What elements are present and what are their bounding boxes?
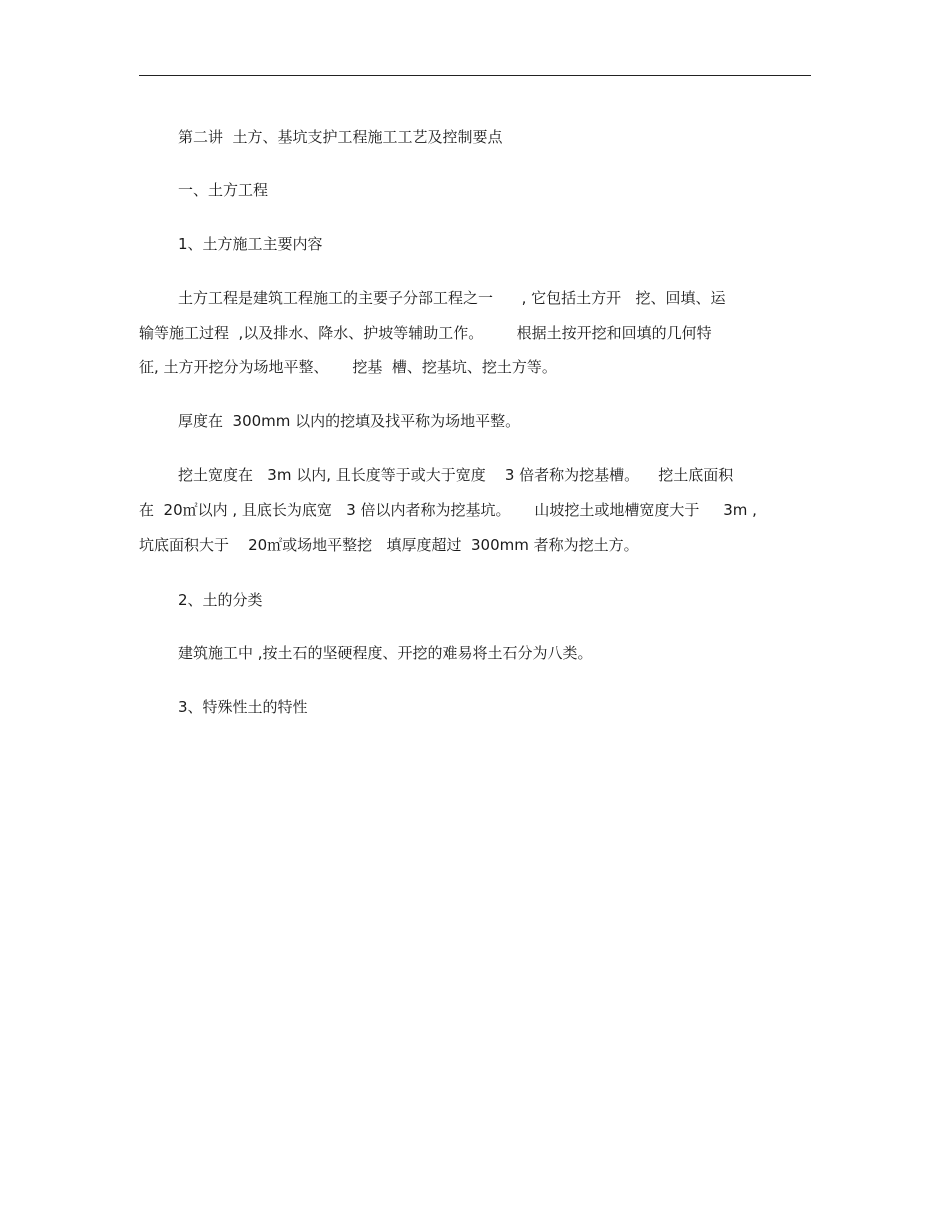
paragraph: 建筑施工中 ,按土石的坚硬程度、开挖的难易将土石分为八类。 (178, 644, 593, 662)
paragraph-line: 输等施工过程 ,以及排水、降水、护坡等辅助工作。 根据土按开挖和回填的几何特 (139, 324, 712, 342)
subsection-heading: 1、土方施工主要内容 (178, 235, 323, 253)
paragraph: 厚度在 300mm 以内的挖填及找平称为场地平整。 (178, 412, 521, 430)
paragraph-line: 挖土宽度在 3m 以内, 且长度等于或大于宽度 3 倍者称为挖基槽。 挖土底面积 (178, 466, 734, 484)
subsection-heading: 2、土的分类 (178, 591, 263, 609)
header-rule (139, 75, 811, 76)
paragraph-line: 征, 土方开挖分为场地平整、 挖基 槽、挖基坑、挖土方等。 (139, 358, 557, 376)
paragraph-line: 土方工程是建筑工程施工的主要子分部工程之一 , 它包括土方开 挖、回填、运 (178, 289, 726, 307)
subsection-heading: 3、特殊性土的特性 (178, 698, 308, 716)
section-heading: 一、土方工程 (178, 181, 269, 199)
paragraph-line: 坑底面积大于 20㎡或场地平整挖 填厚度超过 300mm 者称为挖土方。 (139, 536, 639, 554)
paragraph-line: 在 20㎡以内 , 且底长为底宽 3 倍以内者称为挖基坑。 山坡挖土或地槽宽度大于 3m , (139, 501, 757, 519)
lecture-title: 第二讲 土方、基坑支护工程施工工艺及控制要点 (178, 128, 503, 146)
